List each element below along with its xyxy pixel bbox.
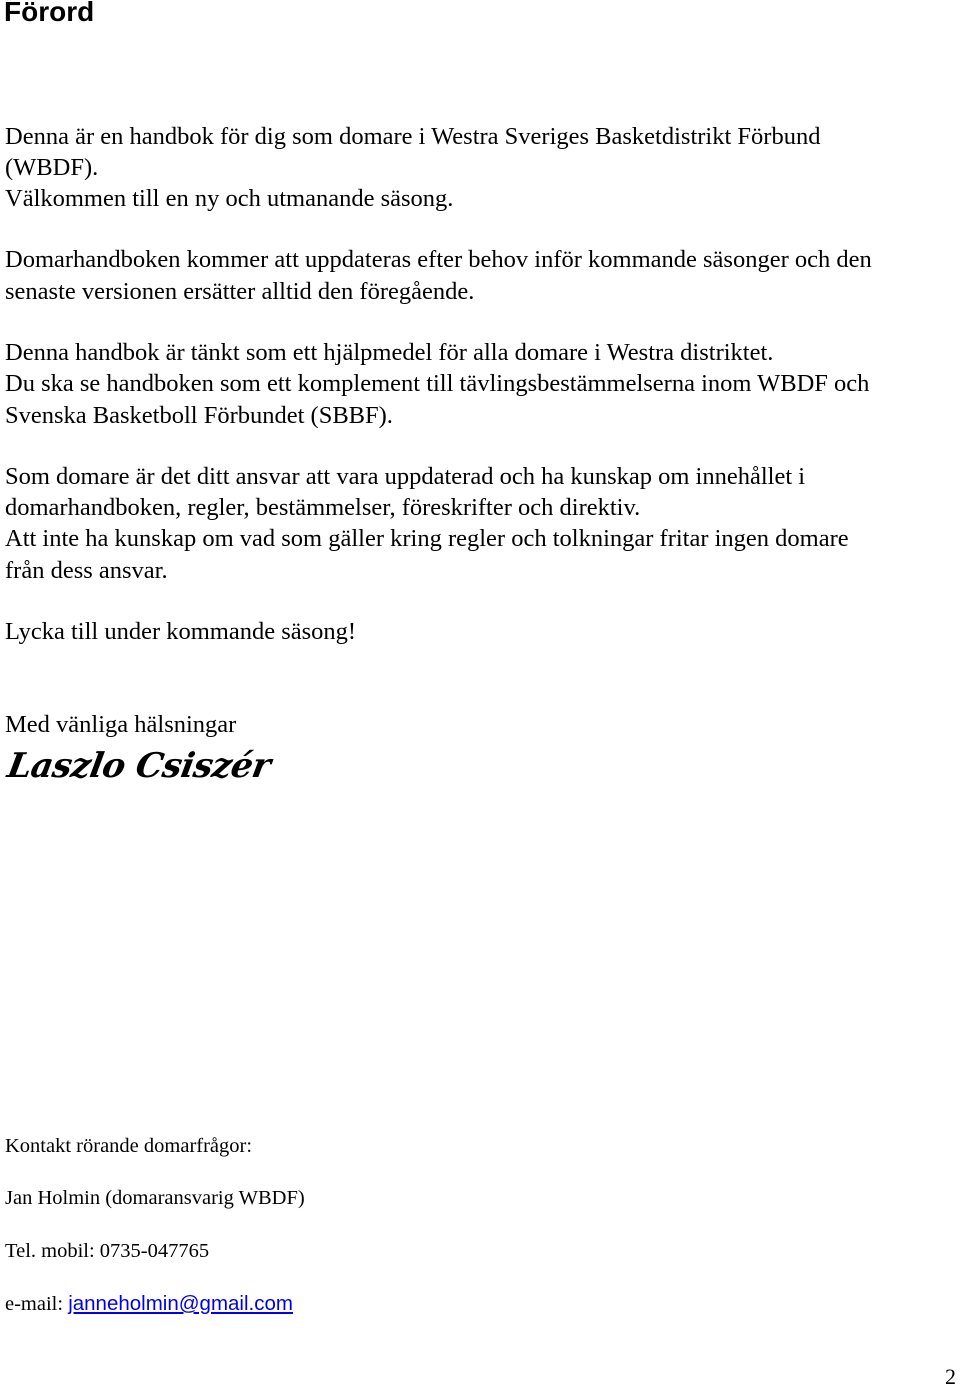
contact-email-row xyxy=(5,1290,293,1318)
update-line-2: senaste versionen ersätter alltid den föregående. xyxy=(5,278,475,305)
intro-line-3: Välkommen till en ny och utmanande säsong. xyxy=(5,185,454,212)
contact-title: Kontakt rörande domarfrågor: xyxy=(5,1135,253,1157)
purpose-line-1: Denna handbok är tänkt som ett hjälpmedel för alla domare i Westra distriktet. xyxy=(5,339,774,366)
responsibility-line-4: från dess ansvar. xyxy=(5,557,168,584)
contact-email-label: e-mail: xyxy=(5,1293,69,1315)
purpose-line-3: Svenska Basketboll Förbundet (SBBF). xyxy=(5,402,393,429)
responsibility-line-2: domarhandboken, regler, bestämmelser, föreskrifter och direktiv. xyxy=(5,494,641,521)
responsibility-line-1: Som domare är det ditt ansvar att vara uppdaterad och ha kunskap om innehållet i xyxy=(5,463,806,490)
closing-greeting: Med vänliga hälsningar xyxy=(5,711,237,738)
contact-name: Jan Holmin (domaransvarig WBDF) xyxy=(5,1187,305,1209)
intro-line-1: Denna är en handbok för dig som domare i Westra Sveriges Basketdistrikt Förbund xyxy=(5,123,821,150)
good-luck-text: Lycka till under kommande säsong! xyxy=(5,618,357,645)
update-line-1: Domarhandboken kommer att uppdateras efter behov inför kommande säsonger och den xyxy=(5,246,872,273)
page-number: 2 xyxy=(945,1364,956,1389)
purpose-line-2: Du ska se handboken som ett komplement till tävlingsbestämmelserna inom WBDF och xyxy=(5,370,870,397)
page-title: Förord xyxy=(4,0,95,27)
intro-line-2: (WBDF). xyxy=(5,154,99,181)
responsibility-line-3: Att inte ha kunskap om vad som gäller kring regler och tolkningar fritar ingen domare xyxy=(5,525,849,552)
contact-phone: Tel. mobil: 0735-047765 xyxy=(5,1240,210,1262)
signature: Laszlo Csiszér xyxy=(4,746,274,786)
contact-email-link[interactable]: janneholmin@gmail.com xyxy=(68,1292,293,1315)
